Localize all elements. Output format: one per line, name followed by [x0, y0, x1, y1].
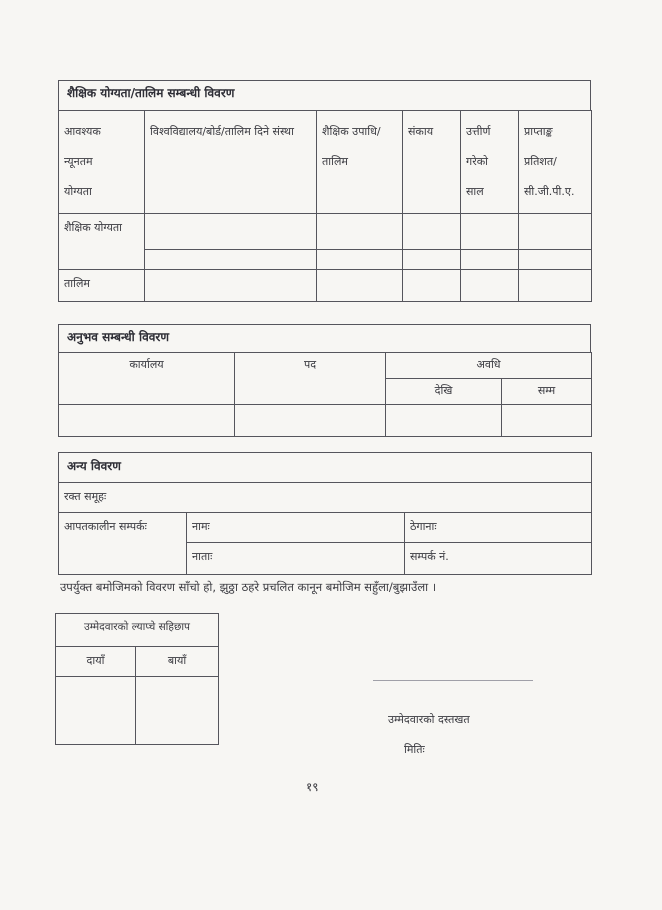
date-label-text: मितिः [404, 743, 425, 756]
header-text: साल [466, 185, 484, 198]
experience-title [58, 324, 591, 352]
blood-group-label: रक्त समूहः [64, 490, 107, 503]
education-header-row [59, 111, 592, 214]
contact-no-label: सम्पर्क नं. [410, 550, 449, 563]
header-post [235, 353, 386, 405]
relation-field[interactable] [187, 543, 405, 575]
name-field[interactable] [187, 513, 405, 543]
header-text: गरेको [466, 155, 488, 168]
other-table [58, 452, 592, 575]
other-title [59, 453, 592, 483]
experience-entry-row [59, 405, 592, 437]
page-number-text: १९ [306, 780, 319, 794]
signature-label [388, 712, 470, 727]
input-cell[interactable] [461, 250, 519, 270]
header-text: योग्यता [64, 185, 92, 198]
header-institution [145, 111, 317, 214]
training-label [59, 270, 145, 302]
other-title-text: अन्य विवरण [67, 459, 121, 473]
education-section [58, 80, 591, 302]
header-text: विश्वविद्यालय/बोर्ड/तालिम दिने संस्था [150, 125, 294, 138]
input-cell[interactable] [317, 250, 403, 270]
thumbprint-title-text: उम्मेदवारको ल्याप्चे सहिछाप [84, 621, 191, 633]
thumb-right-text: दायाँ [86, 654, 105, 667]
header-text: पद [303, 358, 317, 371]
header-office [59, 353, 235, 405]
header-text: देखि [434, 384, 453, 397]
declaration [60, 580, 600, 595]
input-cell[interactable] [403, 270, 461, 302]
contact-no-field[interactable] [405, 543, 592, 575]
input-cell[interactable] [317, 270, 403, 302]
address-label: ठेगानाः [410, 520, 437, 533]
header-text: न्यूनतम [64, 155, 93, 168]
header-text: शैक्षिक उपाधि/ [322, 125, 381, 138]
header-required-min [59, 111, 145, 214]
signature-line[interactable] [373, 680, 533, 681]
thumb-left-box[interactable] [136, 677, 219, 745]
input-cell[interactable] [461, 214, 519, 250]
input-cell[interactable] [519, 250, 592, 270]
header-text: तालिम [322, 155, 349, 168]
input-cell[interactable] [403, 250, 461, 270]
header-faculty [403, 111, 461, 214]
academic-row [59, 214, 592, 250]
thumb-right-box[interactable] [56, 677, 136, 745]
input-cell[interactable] [519, 214, 592, 250]
address-field[interactable] [405, 513, 592, 543]
academic-label [59, 214, 145, 270]
experience-title-text: अनुभव सम्बन्धी विवरण [67, 330, 170, 344]
input-cell[interactable] [519, 270, 592, 302]
name-label: नामः [192, 520, 210, 533]
relation-label: नाताः [192, 550, 213, 563]
emergency-contact-label [59, 513, 187, 575]
input-cell[interactable] [461, 270, 519, 302]
input-cell[interactable] [502, 405, 592, 437]
header-text: सम्म [537, 384, 556, 397]
input-cell[interactable] [145, 250, 317, 270]
input-cell[interactable] [317, 214, 403, 250]
education-table [58, 110, 592, 302]
input-cell[interactable] [59, 405, 235, 437]
education-title-text: शैक्षिक योग्यता/तालिम सम्बन्धी विवरण [67, 86, 235, 100]
header-text: आवश्यक [64, 125, 101, 138]
emergency-contact-text: आपतकालीन सम्पर्कः [64, 520, 147, 533]
training-row [59, 270, 592, 302]
experience-table [58, 352, 592, 437]
header-text: संकाय [408, 125, 434, 138]
academic-label-text: शैक्षिक योग्यता [64, 221, 122, 234]
thumb-left-text: बायाँ [167, 654, 187, 667]
input-cell[interactable] [145, 270, 317, 302]
input-cell[interactable] [386, 405, 502, 437]
experience-section [58, 324, 591, 437]
thumbprint-table [55, 613, 219, 745]
declaration-text: उपर्युक्त बमोजिमको विवरण साँचो हो, झुठ्ठा ठहरे प्रचलित कानून बमोजिम सहुँला/बुझाउँला । [60, 580, 437, 594]
header-to [502, 379, 592, 405]
training-label-text: तालिम [64, 277, 91, 290]
header-text: प्रतिशत/ [524, 155, 557, 168]
header-degree [317, 111, 403, 214]
thumb-left-label [136, 647, 219, 677]
thumb-right-label [56, 647, 136, 677]
input-cell[interactable] [145, 214, 317, 250]
header-passed-year [461, 111, 519, 214]
blood-group-field[interactable] [59, 483, 592, 513]
header-percentage [519, 111, 592, 214]
input-cell[interactable] [403, 214, 461, 250]
page-number [306, 778, 318, 795]
date-label [404, 742, 425, 757]
input-cell[interactable] [235, 405, 386, 437]
education-title [58, 80, 591, 110]
other-section [58, 452, 591, 575]
header-text: अवधि [476, 358, 501, 371]
thumbprint-title [56, 614, 219, 647]
header-text: सी.जी.पी.ए. [524, 185, 575, 198]
header-text: प्राप्ताङ्क [524, 125, 553, 138]
header-text: कार्यालय [129, 358, 164, 371]
header-from [386, 379, 502, 405]
thumbprint-box [55, 613, 219, 745]
header-duration [386, 353, 592, 379]
signature-label-text: उम्मेदवारको दस्तखत [388, 713, 470, 726]
header-text: उत्तीर्ण [466, 125, 491, 138]
